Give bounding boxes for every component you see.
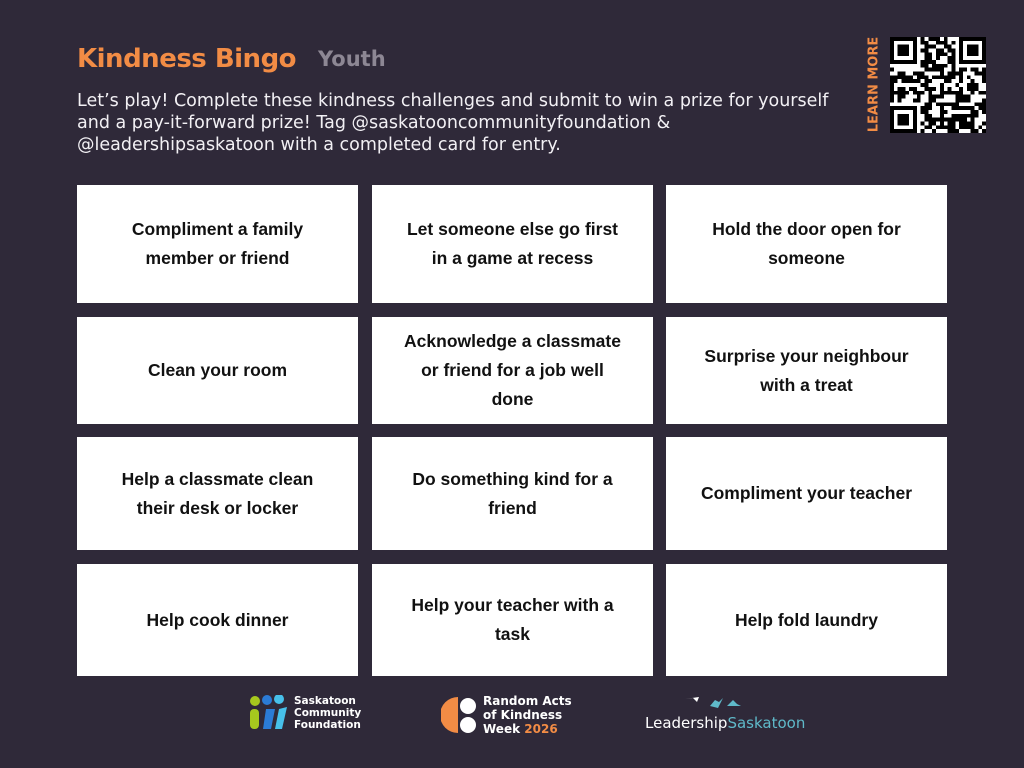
bingo-cell[interactable]: Compliment a family member or friend [77,185,358,303]
bingo-cell[interactable]: Hold the door open for someone [666,185,947,303]
intro-text: Let’s play! Complete these kindness challenges and submit to win a prize for yourself and a pay-it-forward prize! Tag @saskatooncommunityfoundation & @leadershipsaskatoon with a completed card for entry. [77,91,829,155]
logo-text: Random Acts [483,694,572,708]
saskatoon-community-foundation-logo [248,695,361,731]
bingo-cell[interactable]: Help fold laundry [666,564,947,676]
logo-text: Community [294,707,362,719]
logo-text: Leadership [645,714,728,732]
random-acts-of-kindness-logo [441,694,572,736]
logo-text: Foundation [294,719,361,731]
bingo-cell[interactable]: Acknowledge a classmate or friend for a job well done [372,317,653,424]
leadership-saskatoon-logo [645,694,805,732]
logo-text: Saskatoon [294,695,356,707]
bingo-cell[interactable]: Do something kind for a friend [372,437,653,550]
logo-text: Week [483,722,521,736]
bingo-cell[interactable]: Help a classmate clean their desk or locker [77,437,358,550]
page-title: Kindness Bingo [77,44,297,74]
page-subtitle: Youth [318,47,386,71]
people-icon [248,695,288,731]
bingo-cell[interactable]: Help your teacher with a task [372,564,653,676]
logo-year: 2026 [524,722,558,736]
bingo-cell[interactable]: Let someone else go first in a game at recess [372,185,653,303]
learn-more-label: LEARN MORE [866,36,882,132]
birds-icon [685,694,765,710]
qr-code-icon[interactable] [890,37,986,133]
bingo-cell[interactable]: Compliment your teacher [666,437,947,550]
bingo-cell[interactable]: Clean your room [77,317,358,424]
rak-circles-icon [441,695,477,735]
logo-text: of Kindness [483,708,563,722]
bingo-cell[interactable]: Help cook dinner [77,564,358,676]
bingo-cell[interactable]: Surprise your neighbour with a treat [666,317,947,424]
logo-text: Saskatoon [727,714,806,732]
